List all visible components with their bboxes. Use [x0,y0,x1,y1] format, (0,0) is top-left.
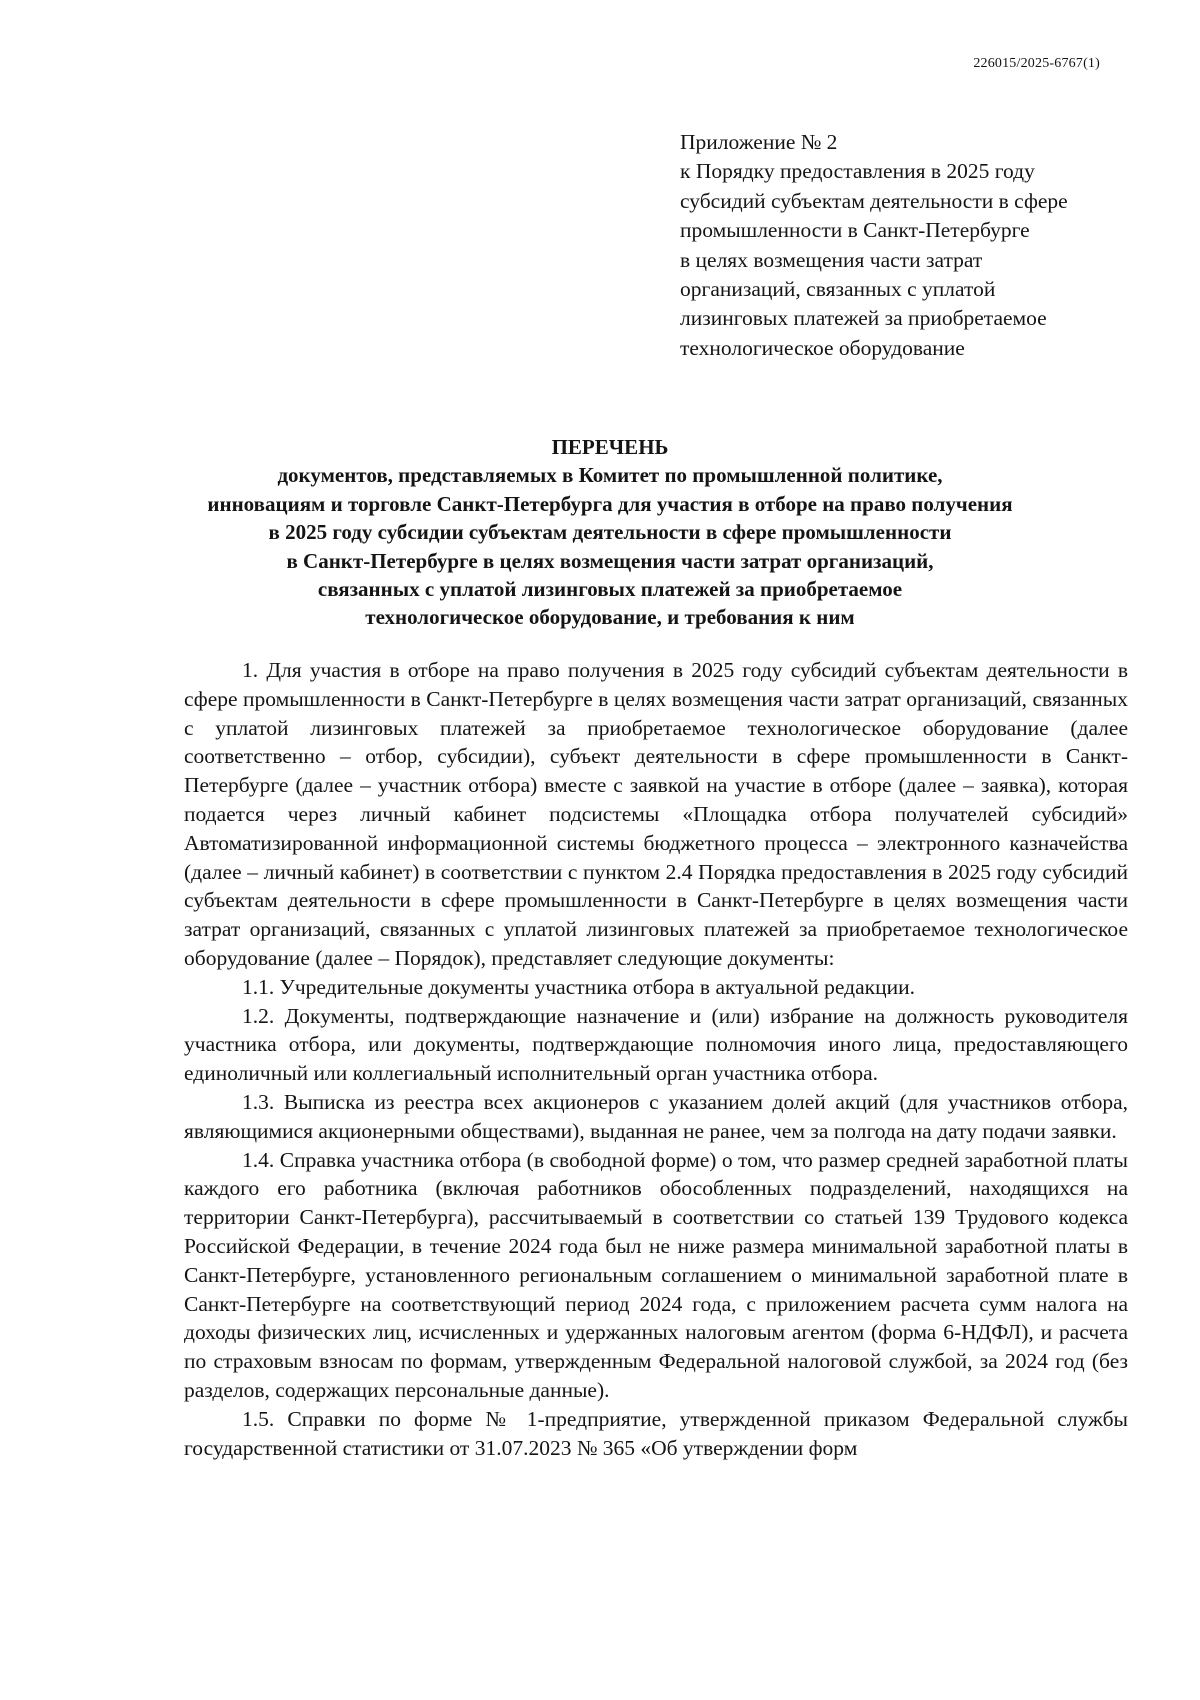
title-heading: ПЕРЕЧЕНЬ [551,435,669,459]
appendix-line: лизинговых платежей за приобретаемое [680,306,1047,331]
paragraph-1-3: 1.3. Выписка из реестра всех акционеров с указанием долей акций (для участников отбора, являющимися акционерными обществами), выданная не ранее, чем за полгода на дату подачи заявки. [184,1089,1128,1143]
paragraph-1-1: 1.1. Учредительные документы участника отбора в актуальной редакции. [242,974,915,999]
title-line: в Санкт-Петербурге в целях возмещения части затрат организаций, [286,548,934,573]
paragraph-1-2: 1.2. Документы, подтверждающие назначение и (или) избрание на должность руководителя участника отбора, или документы, подтверждающие полномочия иного лица, предоставляющего единоличный или коллегиальный исполнительный орган участника отбора. [184,1003,1128,1086]
appendix-line: в целях возмещения части затрат [680,247,983,272]
appendix-line: субсидий субъектам деятельности в сфере [680,188,1068,213]
document-title [150,433,1070,632]
title-line: в 2025 году субсидии субъектам деятельности в сфере промышленности [268,520,952,545]
document-body [184,656,1128,1462]
paragraph-1-5: 1.5. Справки по форме № 1-предприятие, утвержденной приказом Федеральной службы государственной статистики от 31.07.2023 № 365 «Об утверждении форм [184,1406,1128,1460]
appendix-line: Приложение № 2 [680,130,838,154]
document-registration-number: 226015/2025-6767(1) [973,56,1100,71]
title-line: технологическое оборудование, и требования к ним [365,605,855,630]
paragraph-1: 1. Для участия в отборе на право получения в 2025 году субсидий субъектам деятельности в сфере промышленности в Санкт-Петербурге в целях возмещения части затрат организаций, связанных с уплатой лизинговых платежей за приобретаемое технологическое оборудование (далее соответственно – отбор, субсидии), субъект деятельности в сфере промышленности в Санкт-Петербурге (далее – участник отбора) вместе с заявкой на участие в отборе (далее – заявка), которая подается через личный кабинет подсистемы «Площадка отбора получателей субсидий» Автоматизированной информационной системы бюджетного процесса – электронного казначейства (далее – личный кабинет) в соответствии с пунктом 2.4 Порядка предоставления в 2025 году субсидий субъектам деятельности в сфере промышленности в Санкт-Петербурге в целях возмещения части затрат организаций, связанных с уплатой лизинговых платежей за приобретаемое технологическое оборудование (далее – Порядок), представляет следующие документы: [184,658,1128,970]
appendix-line: организаций, связанных с уплатой [680,277,996,302]
paragraph-1-4: 1.4. Справка участника отбора (в свободной форме) о том, что размер средней заработной платы каждого его работника (включая работников обособленных подразделений, находящихся на территории Санкт-Петербурга), рассчитываемый в соответствии со статьей 139 Трудового кодекса Российской Федерации, в течение 2024 года был не ниже размера минимальной заработной платы в Санкт-Петербурге, установленного региональным соглашением о минимальной заработной плате в Санкт-Петербурге на соответствующий период 2024 года, с приложением расчета сумм налога на доходы физических лиц, исчисленных и удержанных налоговым агентом (форма 6-НДФЛ), и расчета по страховым взносам по формам, утвержденным Федеральной налоговой службой, за 2024 год (без разделов, содержащих персональные данные). [184,1147,1128,1402]
title-line: инновациям и торговле Санкт-Петербурга для участия в отборе на право получения [207,491,1013,516]
appendix-reference [680,128,1120,363]
title-line: связанных с уплатой лизинговых платежей за приобретаемое [317,577,903,602]
title-line: документов, представляемых в Комитет по промышленной политике, [277,463,943,488]
appendix-line: к Порядку предоставления в 2025 году [680,159,1035,184]
appendix-line: промышленности в Санкт-Петербурге [680,218,1030,243]
appendix-line: технологическое оборудование [680,335,965,360]
